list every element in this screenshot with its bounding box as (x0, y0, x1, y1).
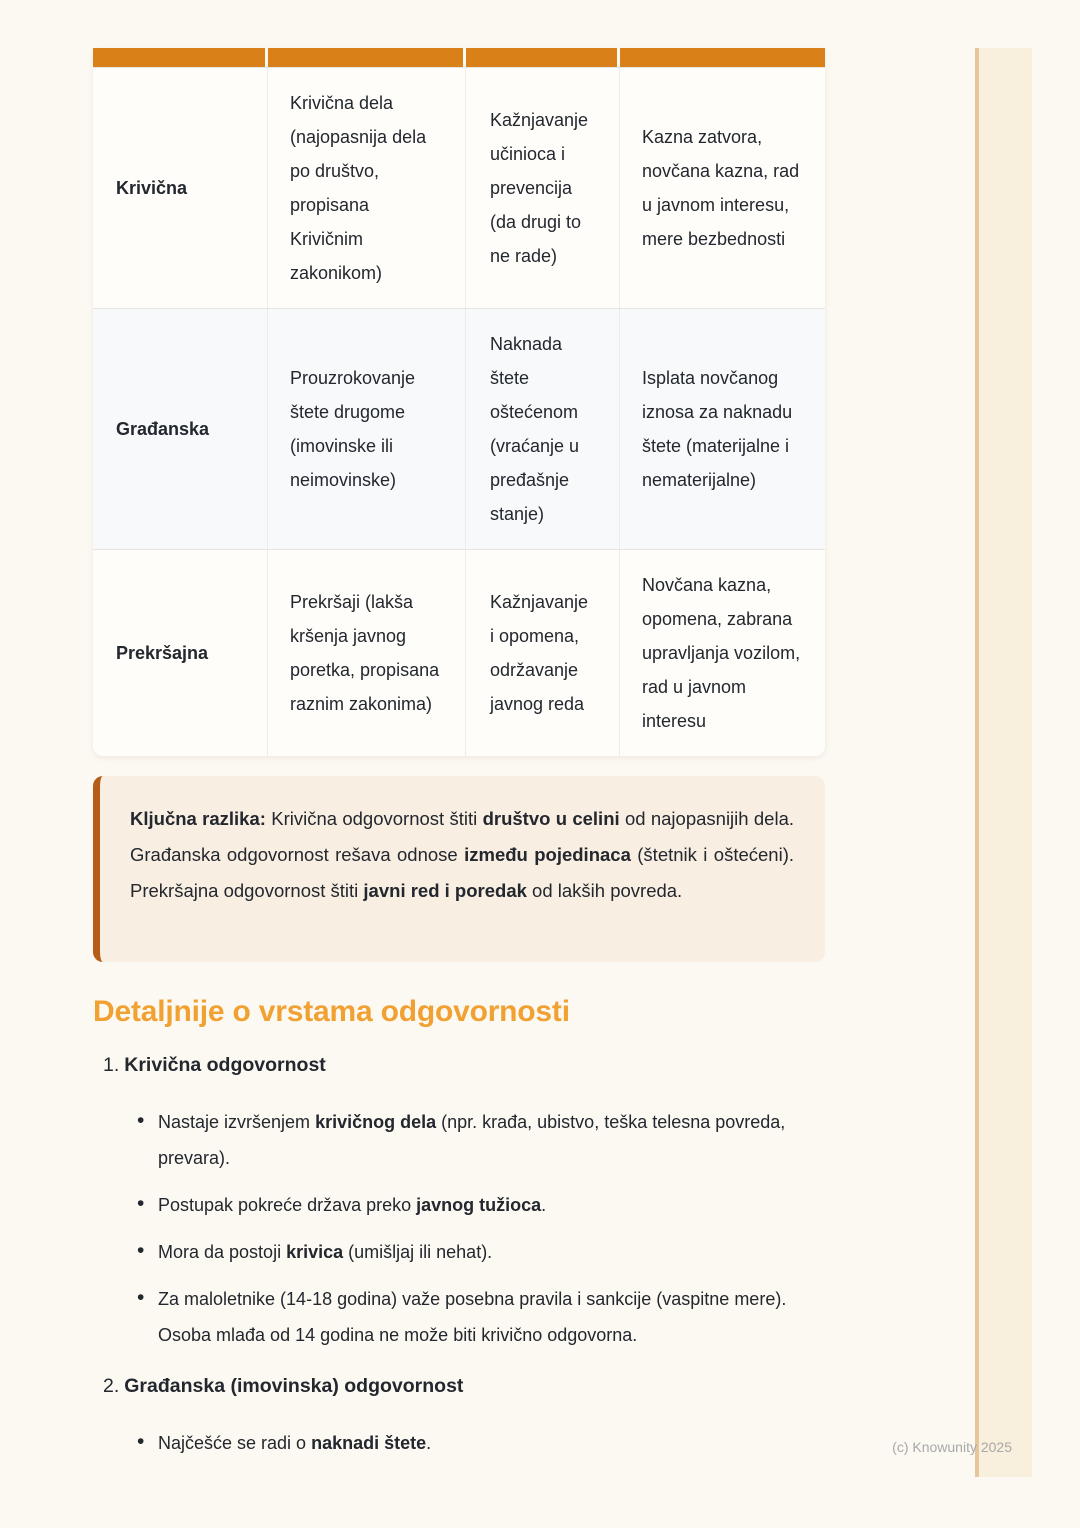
table-cell: Prouzrokovanje štete drugome (imovinske ili neimovinske) (268, 309, 466, 549)
bullet-item: • Za maloletnike (14-18 godina) važe posebna pravila i sankcije (vaspitne mere). Osoba mlađa od 14 godina ne može biti krivično odgovorna. (93, 1281, 835, 1353)
item-number: 2. (103, 1375, 120, 1397)
table-row-krivicna (93, 67, 825, 308)
item-number: 1. (103, 1054, 120, 1076)
table-header-cell (268, 48, 466, 67)
side-ribbon (975, 48, 1032, 1477)
table-cell: Kazna zatvora, novčana kazna, rad u javnom interesu, mere bezbednosti (642, 127, 800, 249)
row-label: Građanska (93, 309, 268, 549)
bullet-item: • Nastaje izvršenjem krivičnog dela (npr. krađa, ubistvo, teška telesna povreda, prevara). (93, 1104, 835, 1176)
item-title: Krivična odgovornost (124, 1054, 326, 1076)
bullet-list-1 (93, 1104, 835, 1353)
table-cell: Isplata novčanog iznosa za naknadu štete (materijalne i nematerijalne) (642, 368, 793, 490)
table-cell: Novčana kazna, opomena, zabrana upravljanja vozilom, rad u javnom interesu (642, 575, 801, 731)
table-header-cell (620, 48, 825, 67)
details-list (93, 1052, 835, 1472)
table-row-gradjanska (93, 308, 825, 549)
numbered-item-2 (103, 1373, 835, 1399)
bullet-item: • Najčešće se radi o naknadi štete. (93, 1425, 835, 1461)
item-title: Građanska (imovinska) odgovornost (124, 1375, 464, 1397)
key-difference-callout (93, 776, 825, 962)
numbered-item-1 (103, 1052, 835, 1078)
table-header-cell (93, 48, 268, 67)
table-row-prekrsajna (93, 549, 825, 756)
bullet-list-2 (93, 1425, 835, 1461)
row-label: Krivična (93, 68, 268, 308)
table-header-row (93, 48, 825, 67)
row-label: Prekršajna (93, 550, 268, 756)
table-cell: Krivična dela (najopasnija dela po društvo, propisana Krivičnim zakonikom) (268, 68, 466, 308)
bullet-item: • Postupak pokreće država preko javnog tužioca. (93, 1187, 835, 1223)
section-heading: Detaljnije o vrstama odgovornosti (93, 995, 570, 1028)
table-header-cell (466, 48, 620, 67)
table-cell: Kažnjavanje i opomena, održavanje javnog reda (466, 550, 620, 756)
table-cell: Kažnjavanje učinioca i prevencija (da drugi to ne rade) (466, 68, 620, 308)
bullet-item: • Mora da postoji krivica (umišljaj ili nehat). (93, 1234, 835, 1270)
table-cell: Naknada štete oštećenom (vraćanje u pređašnje stanje) (466, 309, 620, 549)
copyright-notice: (c) Knowunity 2025 (892, 1439, 1012, 1455)
table-cell: Prekršaji (lakša kršenja javnog poretka, propisana raznim zakonima) (268, 550, 466, 756)
callout-text: Ključna razlika: Krivična odgovornost štiti društvo u celini od najopasnijih dela. Građanska odgovornost rešava odnose između pojedinaca (štetnik i oštećeni). Prekršajna odgovornost štiti javni red i poredak od lakših povreda. (130, 808, 795, 901)
responsibility-table (93, 48, 825, 756)
